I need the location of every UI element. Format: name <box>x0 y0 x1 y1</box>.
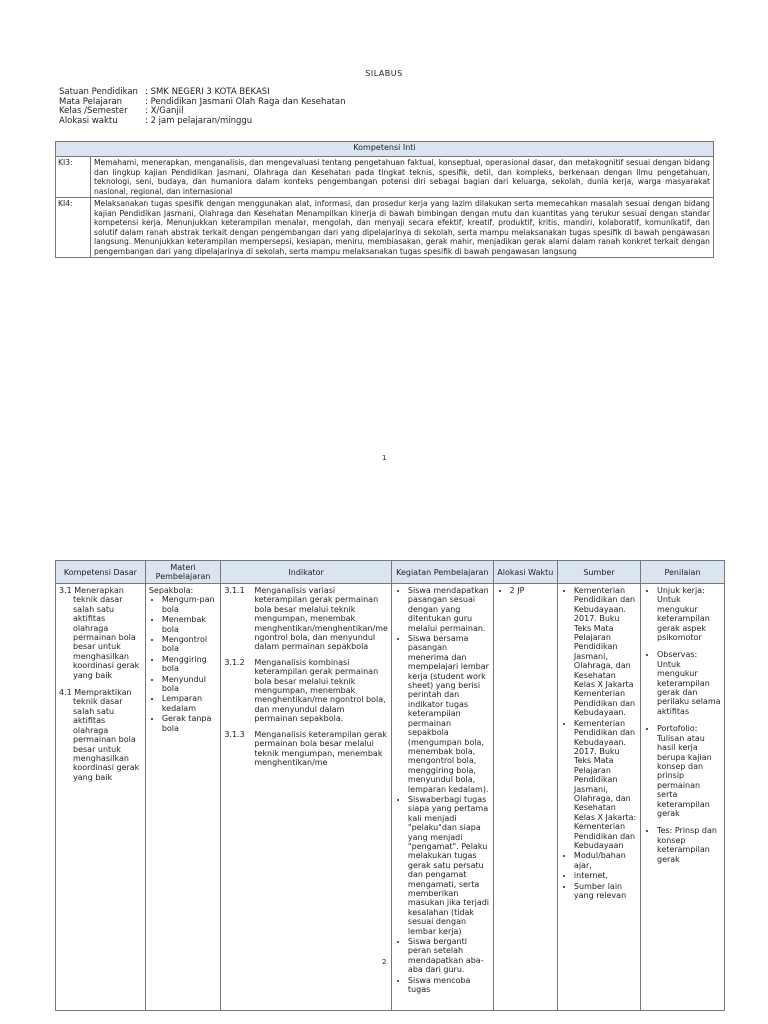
kegiatan-list <box>395 586 490 994</box>
indikator-item <box>224 730 388 768</box>
col-header: Alokasi Waktu <box>493 561 557 584</box>
list-item: • 2 JP <box>510 586 554 595</box>
info-label: Mata Pelajaran <box>59 96 123 107</box>
list-item: • internet, <box>574 871 637 880</box>
ki-code: KI3: <box>56 157 91 198</box>
col-header: Kegiatan Pembelajaran <box>391 561 493 584</box>
info-label: Alokasi waktu <box>59 115 118 126</box>
syllabus-table <box>55 560 725 1011</box>
indikator-number: 3.1.3 <box>224 729 245 739</box>
col-header: Indikator <box>221 561 392 584</box>
list-item: • Gerak tanpa bola <box>162 714 218 733</box>
list-item: • Sumber lain yang relevan <box>574 882 637 901</box>
indikator-text: Menganalisis variasi keterampilan gerak permainan bola besar melalui teknik mengumpan, menembak menghentikan/menghentikan/me ngontrol bola, dan menyundul dalam permainan sepakbola <box>254 586 388 652</box>
indikator-text: Menganalisis kombinasi keterampilan gerak permainan bola besar melalui teknik mengumpan, menembak menghentikan/me ngontrol bola, dan menyundul dalam permainan sepakbola. <box>254 657 386 724</box>
penilaian-list <box>644 586 721 864</box>
list-item: • Menembak bola <box>162 615 218 634</box>
col-header: Sumber <box>557 561 640 584</box>
ki-text: Melaksanakan tugas spesifik dengan menggunakan alat, informasi, dan prosedur kerja yang lazim dilakukan serta memecahkan masalah sesuai dengan bidang kajian Pendidikan Jasmani, Olahraga dan Kesehatan Menampilkan kinerja di bawah bimbingan dengan mutu dan kuantitas yang terukur sesuai dengan standar kompetensi kerja. Menunjukkan keterampilan menalar, mengolah, dan menyaji secara efektif, kreatif, produktif, kritis, mandiri, kolaboratif, komunikatif, dan solutif dalam ranah abstrak terkait dengan pengembangan dari yang dipelajarinya di sekolah, serta mampu melaksanakan tugas spesifik di bawah pengawasan langsung. Menunjukkan keterampilan mempersepsi, kesiapan, meniru, membiasakan, gerak mahir, menjadikan gerak alami dalam ranah konkret terkait dengan pengembangan dari yang dipelajarinya di sekolah, serta mampu melaksanakan tugas spesifik di bawah pengawasan langsung <box>91 198 714 258</box>
info-value: : SMK NEGERI 3 KOTA BEKASI <box>145 87 270 97</box>
kompetensi-dasar-cell <box>56 584 146 1011</box>
list-item: • Tes: Prinsp dan konsep keterampilan gerak <box>657 826 721 864</box>
indikator-cell <box>221 584 392 1011</box>
ki-row <box>56 157 714 198</box>
kd-item: 4.1 Mempraktikan teknik dasar salah satu aktifitas olahraga permainan bola besar untuk menghasilkan koordinasi gerak yang baik <box>59 688 140 782</box>
indikator-item <box>224 658 388 724</box>
sumber-cell <box>557 584 640 1011</box>
page-number: 2 <box>382 958 387 966</box>
info-label: Satuan Pendidikan <box>59 87 138 97</box>
alokasi-cell <box>493 584 557 1011</box>
list-item: • Lemparan kedalam <box>162 694 218 713</box>
materi-list <box>149 595 218 733</box>
list-item: • Menggiring bola <box>162 655 218 674</box>
indikator-item <box>224 586 388 652</box>
identity-block <box>59 88 346 126</box>
alokasi-list <box>497 586 554 595</box>
table-row <box>56 584 725 1011</box>
col-header: Penilaian <box>640 561 724 584</box>
list-item: • Mengontrol bola <box>162 635 218 654</box>
indikator-number: 3.1.1 <box>224 586 245 595</box>
list-item: • Unjuk kerja: Untuk mengukur keterampilan gerak aspek psikomotor <box>657 586 721 642</box>
info-label: Kelas /Semester <box>59 106 128 116</box>
list-item: • Menyundul bola <box>162 675 218 694</box>
list-item: • Kementerian Pendidikan dan Kebudayaan. 2017. Buku Teks Mata Pelajaran Pendidikan Jasmani, Olahraga, dan Kesehatan Kelas X Jakarta: Kementerian Pendidikan dan Kebudayaan <box>574 719 637 851</box>
list-item: • Siswa mencoba tugas <box>408 976 490 995</box>
list-item: • Modul/bahan ajar, <box>574 851 637 870</box>
list-item: • Siswa mendapatkan pasangan sesuai dengan yang ditentukan guru melalui permainan. <box>408 586 490 633</box>
indikator-number: 3.1.2 <box>224 657 245 667</box>
document-title: SILABUS <box>365 69 403 78</box>
materi-cell <box>145 584 221 1011</box>
penilaian-cell <box>640 584 724 1011</box>
kegiatan-cell <box>391 584 493 1011</box>
sumber-list <box>561 586 637 900</box>
indikator-text: Menganalisis keterampilan gerak permainan bola besar melalui teknik mengumpan, menembak menghentikan/me <box>254 729 387 767</box>
list-item: • Siswa berganti peran setelah mendapatkan aba-aba dari guru. <box>408 937 490 975</box>
info-value: : X/Ganjil <box>145 106 184 116</box>
table-header-row <box>56 561 725 584</box>
list-item: • Observas: Untuk mengukur keterampilan gerak dan perilaku selama aktifitas <box>657 650 721 716</box>
info-value: : 2 jam pelajaran/minggu <box>145 115 253 126</box>
kompetensi-inti-table <box>55 141 714 258</box>
list-item: • Portofolio: Tulisan atau hasil kerja berupa kajian konsep dan prinsip permainan serta keterampilan gerak <box>657 724 721 818</box>
list-item: • Kementerian Pendidikan dan Kebudayaan. 2017. Buku Teks Mata Pelajaran Pendidikan Jasmani, Olahraga, dan Kesehatan Kelas X Jakarta Kementerian Pendidikan dan Kebudayaan. <box>574 586 637 718</box>
page-number: 1 <box>382 454 387 462</box>
list-item: • Siswa bersama pasangan menerima dan mempelajari lembar kerja (student work sheet) yang berisi perintah dan indikator tugas keterampilan permainan sepakbola (mengumpan bola, menembak bola, mengontrol bola, menggiring bola, menyundul bola, lemparan kedalam). <box>408 634 490 794</box>
info-row <box>59 117 346 127</box>
ki-code: KI4: <box>56 198 91 258</box>
materi-title: Sepakbola: <box>148 586 194 595</box>
info-value: : Pendidikan Jasmani Olah Raga dan Kesehatan <box>145 96 346 107</box>
ki-row <box>56 198 714 258</box>
kd-item: 3.1 Menerapkan teknik dasar salah satu aktifitas olahraga permainan bola besar untuk menghasilkan koordinasi gerak yang baik <box>59 586 140 680</box>
list-item: • Mengum-pan bola <box>162 595 218 614</box>
ki-header: Kompetensi Inti <box>56 142 714 157</box>
ki-text: Memahami, menerapkan, menganalisis, dan mengevaluasi tentang pengetahuan faktual, konseptual, operasional dasar, dan metakognitif sesuai dengan bidang dan lingkup kajian Pendidikan Jasmani, Olahraga dan Kesehatan pada tingkat teknis, spesifik, detil, dan kompleks, berkenaan dengan ilmu pengetahuan, teknologi, seni, budaya, dan humaniora dalam konteks pengembangan potensi diri sebagai bagian dari keluarga, sekolah, dunia kerja, warga masyarakat nasional, regional, dan internasional <box>91 157 714 198</box>
col-header: Kompetensi Dasar <box>56 561 146 584</box>
list-item: • Siswaberbagi tugas siapa yang pertama kali menjadi "pelaku"dan siapa yang menjadi "pengamat". Pelaku melakukan tugas gerak satu persatu dan pengamat mengamati, serta memberikan masukan jika terjadi kesalahan (tidak sesuai dengan lembar kerja) <box>408 795 490 936</box>
col-header: Materi Pembelajaran <box>145 561 221 584</box>
